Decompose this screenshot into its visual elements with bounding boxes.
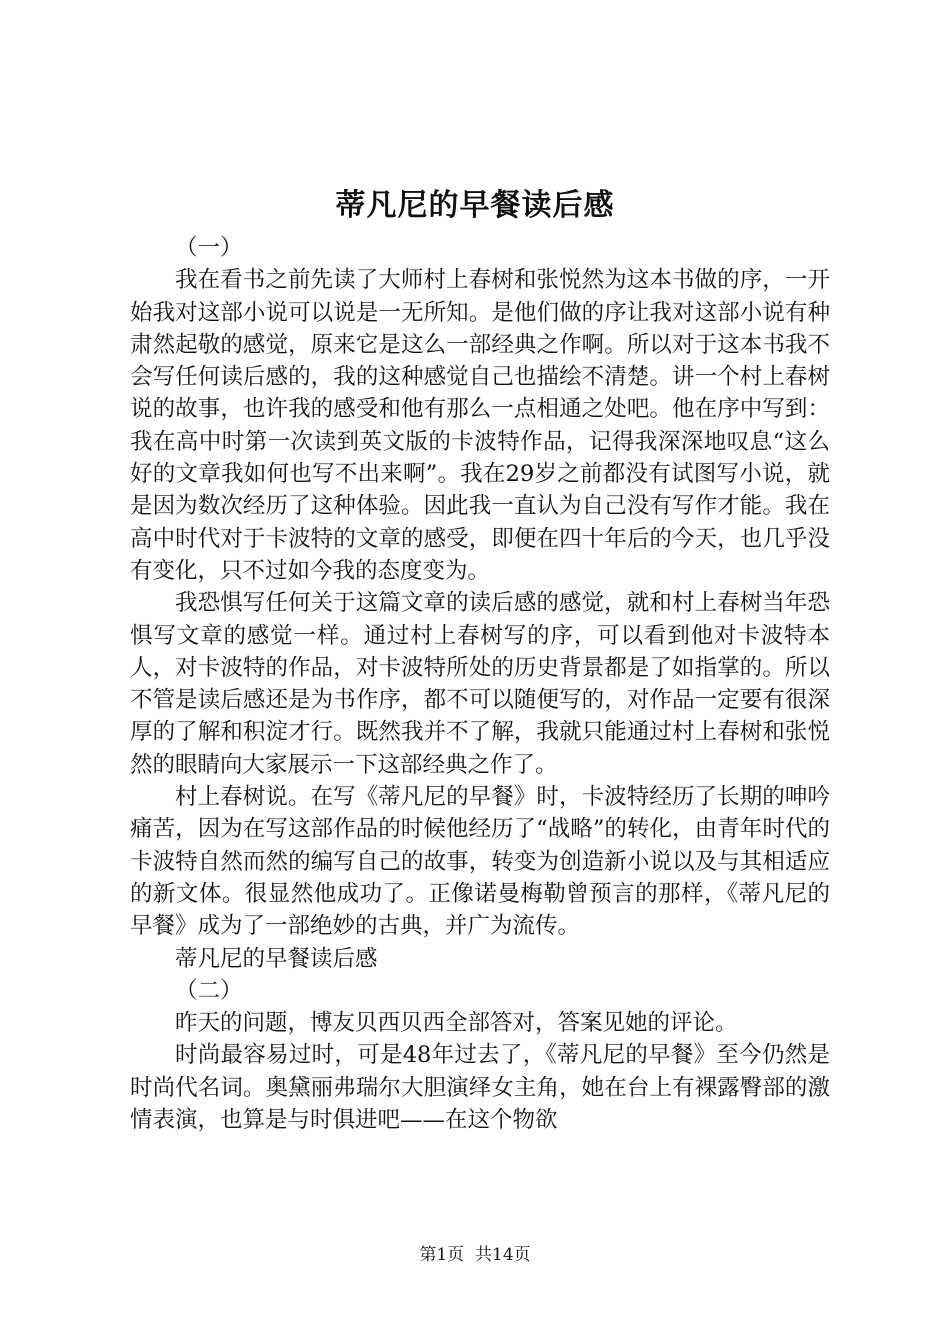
section-heading: 蒂凡尼的早餐读后感 — [175, 945, 378, 972]
page-footer — [0, 1243, 950, 1267]
paragraph: 我恐惧写任何关于这篇文章的读后感的感觉，就和村上春树当年恐惧写文章的感觉一样。通过村上春树写的序，可以看到他对卡波特本人，对卡波特的作品，对卡波特所处的历史背景都是了如指掌的。所以不管是读后感还是为书作序，都不可以随便写的，对作品一定要有很深厚的了解和积淀才行。既然我并不了解，我就只能通过村上春树和张悦然的眼睛向大家展示一下这部经典之作了。 — [130, 590, 830, 778]
section-label-one: （一） — [175, 235, 243, 261]
section-label-two: （二） — [175, 977, 243, 1004]
paragraph: 时尚最容易过时，可是48年过去了，《蒂凡尼的早餐》至今仍然是时尚代名词。奥黛丽弗瑞尔大胆演绎女主角，她在台上有裸露臀部的激情表演，也算是与时俱进吧——在这个物欲 — [130, 1042, 830, 1134]
page-total: 共14页 — [475, 1245, 531, 1265]
document-body — [130, 232, 830, 1136]
paragraph: 昨天的问题，博友贝西贝西全部答对，答案见她的评论。 — [175, 1010, 738, 1037]
footer-separator — [464, 1245, 475, 1265]
page-number: 第1页 — [419, 1245, 465, 1265]
document-title: 蒂凡尼的早餐读后感 — [335, 188, 615, 223]
paragraph: 村上春树说。在写《蒂凡尼的早餐》时，卡波特经历了长期的呻吟痛苦，因为在写这部作品的时候他经历了“战略”的转化，由青年时代的卡波特自然而然的编写自己的故事，转变为创造新小说以及与其相适应的新文体。很显然他成功了。正像诺曼梅勒曾预言的那样，《蒂凡尼的早餐》成为了一部绝妙的古典，并广为流传。 — [130, 784, 830, 940]
paragraph: 我在看书之前先读了大师村上春树和张悦然为这本书做的序，一开始我对这部小说可以说是一无所知。是他们做的序让我对这部小说有种肃然起敬的感觉，原来它是这么一部经典之作啊。所以对于这本书我不会写任何读后感的，我的这种感觉自己也描绘不清楚。讲一个村上春树说的故事，也许我的感受和他有那么一点相通之处吧。他在序中写到：我在高中时第一次读到英文版的卡波特作品，记得我深深地叹息“这么好的文章我如何也写不出来啊”。我在29岁之前都没有试图写小说，就是因为数次经历了这种体验。因此我一直认为自己没有写作才能。我在高中时代对于卡波特的文章的感受，即便在四十年后的今天，也几乎没有变化，只不过如今我的态度变为。 — [130, 267, 830, 584]
